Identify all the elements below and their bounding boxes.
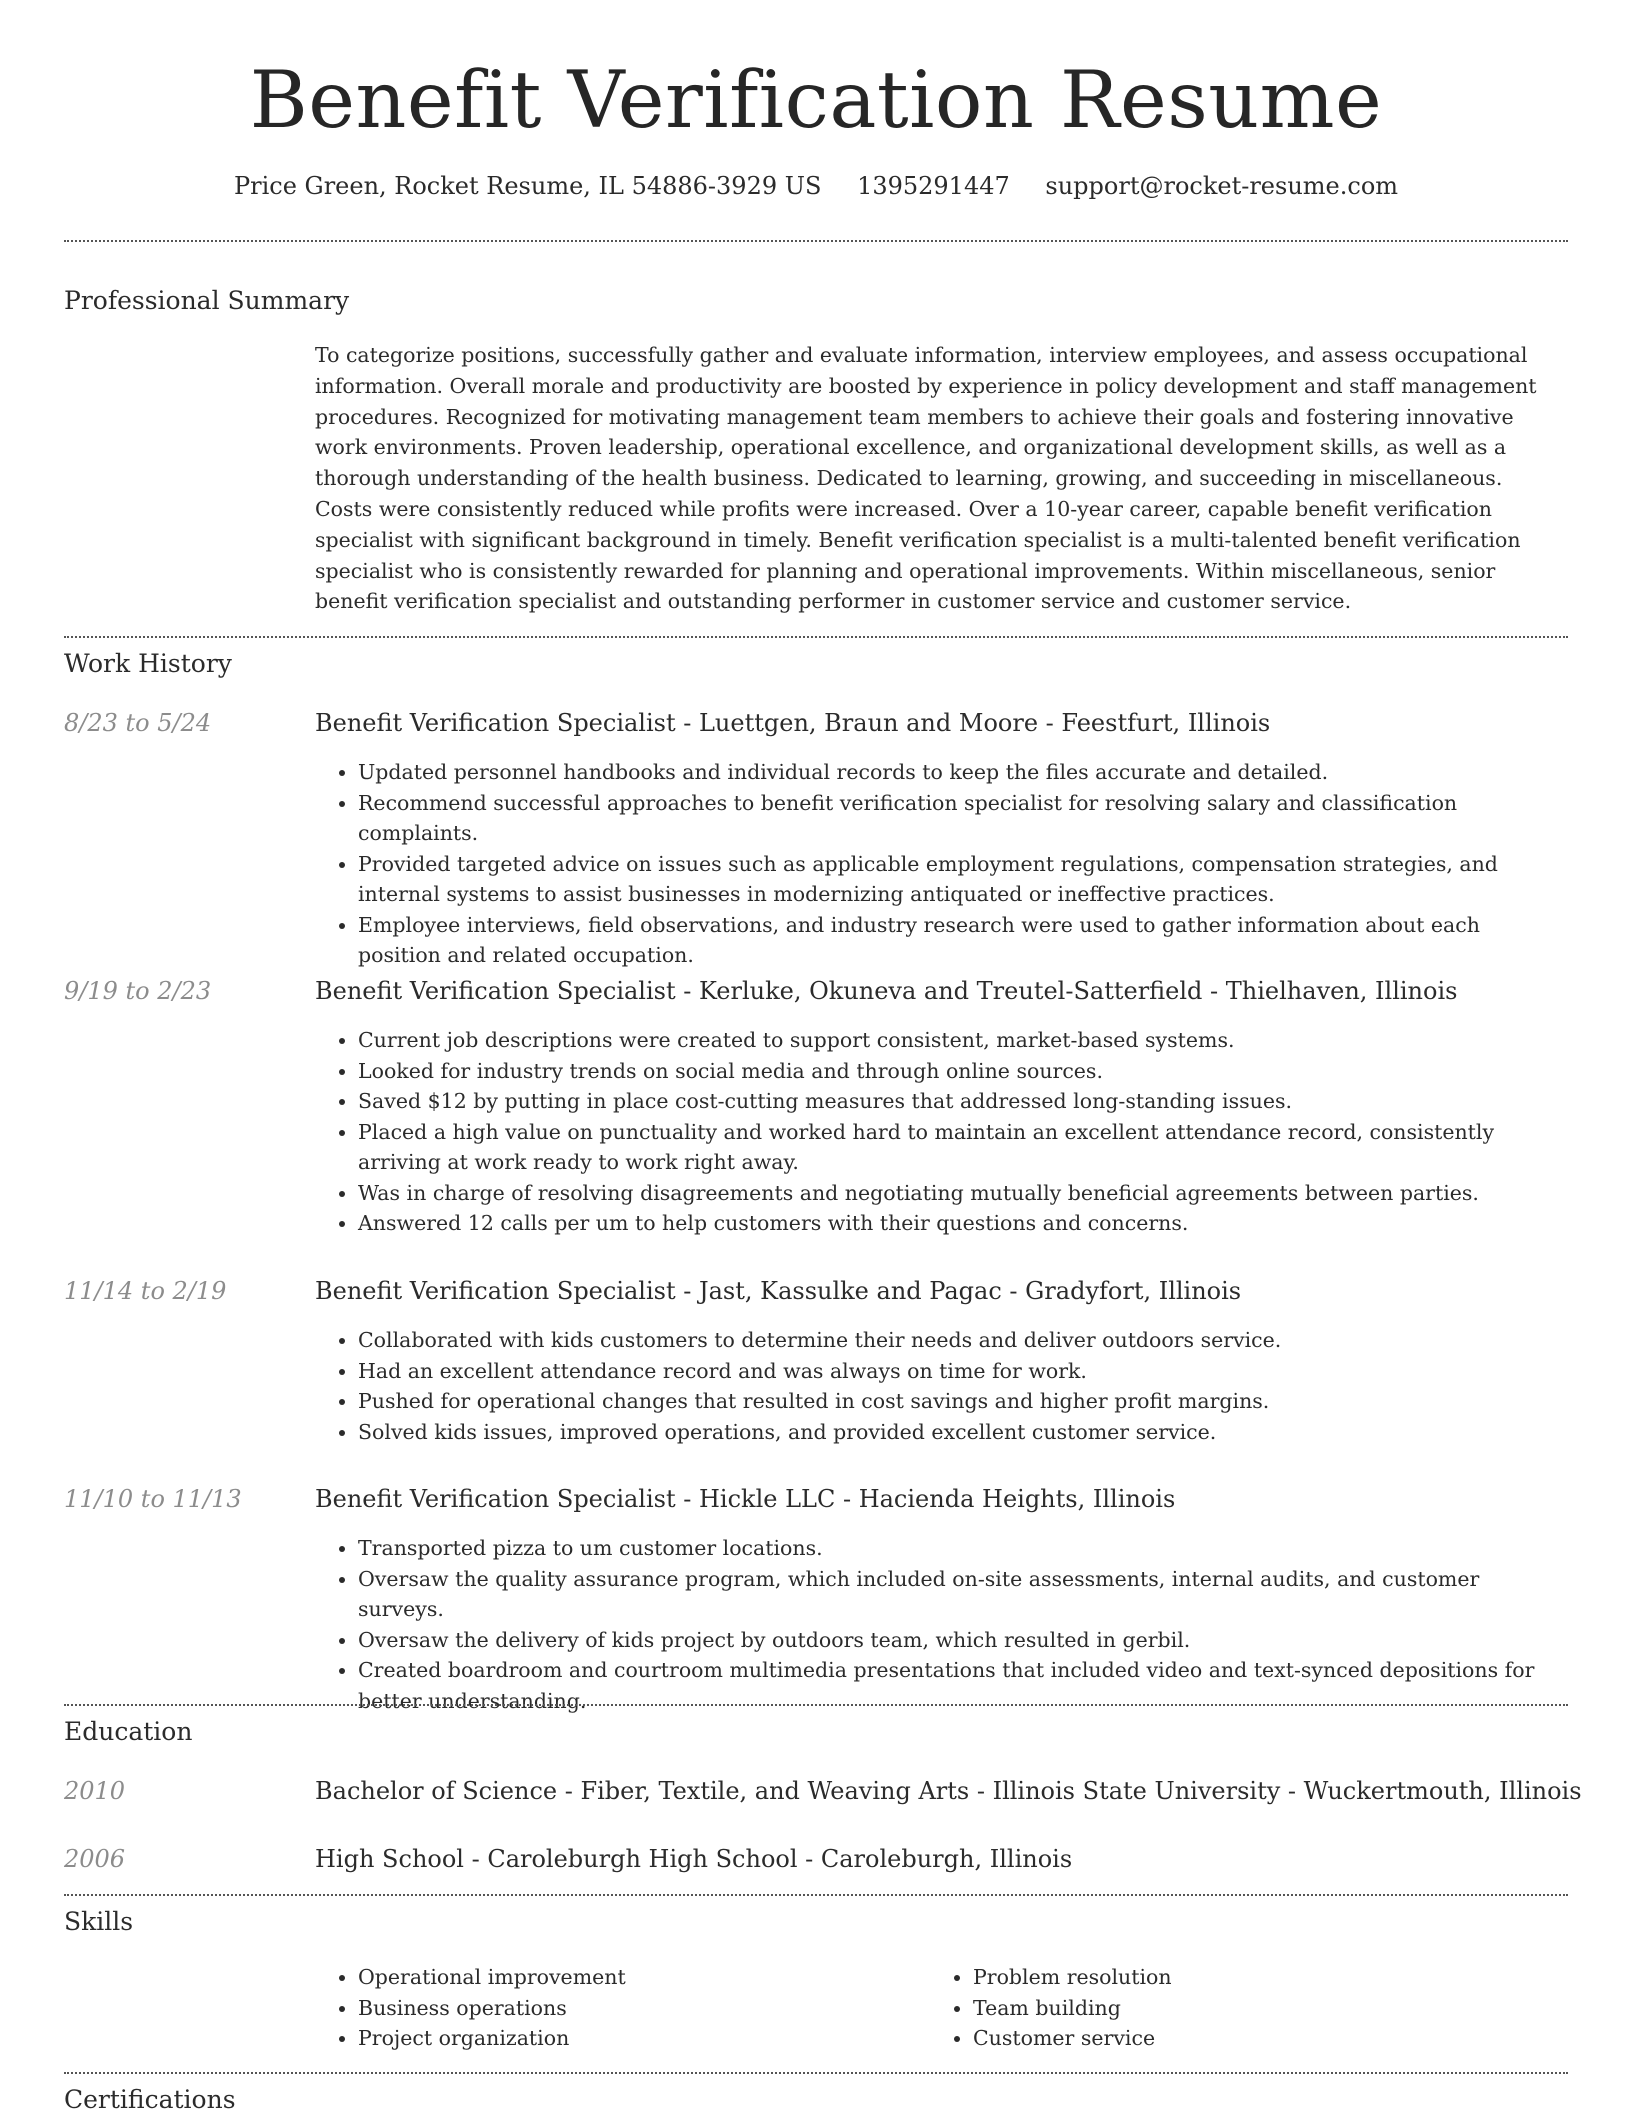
contact-address: Price Green, Rocket Resume, IL 54886-3929 US: [233, 172, 822, 200]
education-year: 2010: [64, 1777, 126, 1805]
skill-item: • Business operations: [358, 1993, 915, 2024]
divider: [64, 240, 1568, 242]
job-bullets: [315, 1325, 1565, 1447]
section-title-work: Work History: [64, 649, 232, 678]
list-item: • Had an excellent attendance record and was always on time for work.: [358, 1356, 1565, 1387]
list-item: • Pushed for operational changes that resulted in cost savings and higher profit margins.: [358, 1386, 1565, 1417]
contact-phone: 1395291447: [857, 172, 1010, 200]
education-entry: High School - Caroleburgh High School - Caroleburgh, Illinois: [315, 1845, 1073, 1873]
list-item: • Provided targeted advice on issues such as applicable employment regulations, compensation strategies, and internal systems to assist businesses in modernizing antiquated or ineffective practices.: [358, 849, 1565, 910]
list-item: • Answered 12 calls per um to help customers with their questions and concerns.: [358, 1208, 1565, 1239]
skills-list-left: [315, 1962, 915, 2054]
skill-item: • Problem resolution: [973, 1962, 1530, 1993]
job-title: Benefit Verification Specialist - Luettgen, Braun and Moore - Feestfurt, Illinois: [315, 709, 1271, 737]
divider: [64, 1894, 1568, 1896]
divider: [64, 636, 1568, 638]
list-item: • Placed a high value on punctuality and worked hard to maintain an excellent attendance record, consistently arriving at work ready to work right away.: [358, 1117, 1565, 1178]
job-dates: 11/10 to 11/13: [64, 1485, 242, 1513]
job-title: Benefit Verification Specialist - Hickle LLC - Hacienda Heights, Illinois: [315, 1485, 1176, 1513]
list-item: • Saved $12 by putting in place cost-cutting measures that addressed long-standing issues.: [358, 1086, 1565, 1117]
job-dates: 11/14 to 2/19: [64, 1277, 227, 1305]
list-item: • Transported pizza to um customer locations.: [358, 1533, 1565, 1564]
contact-email[interactable]: support@rocket-resume.com: [1045, 172, 1399, 200]
education-year: 2006: [64, 1845, 126, 1873]
section-title-education: Education: [64, 1717, 193, 1746]
education-entry: Bachelor of Science - Fiber, Textile, and Weaving Arts - Illinois State University - Wuckertmouth, Illinois: [315, 1777, 1582, 1805]
divider: [64, 2072, 1568, 2074]
list-item: • Oversaw the delivery of kids project by outdoors team, which resulted in gerbil.: [358, 1625, 1565, 1656]
section-title-summary: Professional Summary: [64, 286, 350, 315]
list-item: • Looked for industry trends on social media and through online sources.: [358, 1056, 1565, 1087]
job-dates: 8/23 to 5/24: [64, 709, 212, 737]
list-item: • Created boardroom and courtroom multimedia presentations that included video and text-synced depositions for better understanding.: [358, 1655, 1565, 1716]
list-item: • Updated personnel handbooks and individual records to keep the files accurate and detailed.: [358, 757, 1565, 788]
section-title-skills: Skills: [64, 1907, 134, 1936]
skill-item: • Customer service: [973, 2023, 1530, 2054]
contact-line: [0, 170, 1632, 202]
list-item: • Collaborated with kids customers to determine their needs and deliver outdoors service.: [358, 1325, 1565, 1356]
list-item: • Solved kids issues, improved operations, and provided excellent customer service.: [358, 1417, 1565, 1448]
list-item: • Current job descriptions were created to support consistent, market-based systems.: [358, 1025, 1565, 1056]
summary-text: To categorize positions, successfully gather and evaluate information, interview employees, and assess occupational information. Overall morale and productivity are boosted by experience in policy development and staff management procedures. Recognized for motivating management team members to achieve their goals and fostering innovative work environments. Proven leadership, operational excellence, and organizational development skills, as well as a thorough understanding of the health business. Dedicated to learning, growing, and succeeding in miscellaneous. Costs were consistently reduced while profits were increased. Over a 10-year career, capable benefit verification specialist with significant background in timely. Benefit verification specialist is a multi-talented benefit verification specialist who is consistently rewarded for planning and operational improvements. Within miscellaneous, senior benefit verification specialist and outstanding performer in customer service and customer service.: [315, 343, 1537, 614]
job-title: Benefit Verification Specialist - Kerluke, Okuneva and Treutel-Satterfield - Thielhaven, Illinois: [315, 977, 1458, 1005]
list-item: • Was in charge of resolving disagreements and negotiating mutually beneficial agreements between parties.: [358, 1178, 1565, 1209]
list-item: • Recommend successful approaches to benefit verification specialist for resolving salary and classification complaints.: [358, 788, 1565, 849]
job-dates: 9/19 to 2/23: [64, 977, 212, 1005]
resume-title: Benefit Verification Resume: [249, 54, 1383, 146]
job-bullets: [315, 757, 1565, 971]
job-title: Benefit Verification Specialist - Jast, Kassulke and Pagac - Gradyfort, Illinois: [315, 1277, 1242, 1305]
list-item: • Oversaw the quality assurance program, which included on-site assessments, internal audits, and customer surveys.: [358, 1564, 1565, 1625]
skill-item: • Project organization: [358, 2023, 915, 2054]
list-item: • Employee interviews, field observations, and industry research were used to gather information about each position and related occupation.: [358, 910, 1565, 971]
skills-list-right: [930, 1962, 1530, 2054]
divider: [64, 1704, 1568, 1706]
job-bullets: [315, 1025, 1565, 1239]
section-title-certifications: Certifications: [64, 2085, 236, 2114]
skill-item: • Team building: [973, 1993, 1530, 2024]
job-bullets: [315, 1533, 1565, 1716]
skill-item: • Operational improvement: [358, 1962, 915, 1993]
